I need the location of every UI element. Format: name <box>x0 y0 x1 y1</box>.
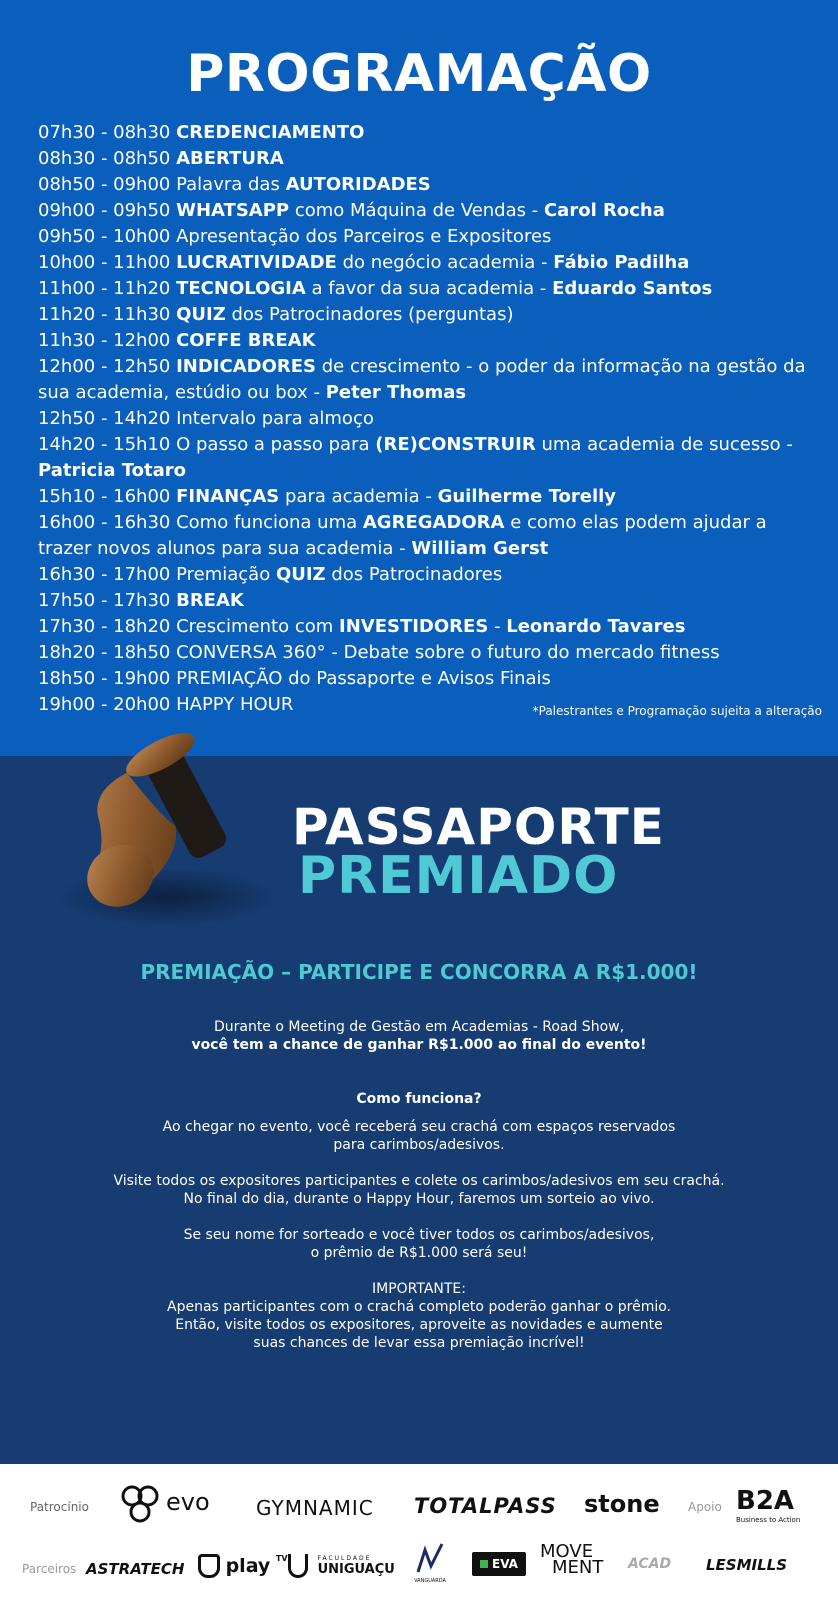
movement-logo <box>540 1541 604 1578</box>
parceiros-row <box>0 1542 838 1592</box>
schedule-item-text: para academia - <box>279 486 438 507</box>
schedule-item-time-text: 17h50 - 17h30 <box>38 590 177 611</box>
schedule-item <box>38 614 824 640</box>
schedule-item <box>38 562 824 588</box>
schedule-item <box>38 224 824 250</box>
schedule-item-highlight: AUTORIDADES <box>285 174 431 195</box>
schedule-item-time-text: 18h50 - 19h00 PREMIAÇÃO do Passaporte e Avisos Finais <box>38 668 551 689</box>
important-title: IMPORTANTE: <box>371 1281 466 1297</box>
schedule-item-text: como Máquina de Vendas - <box>289 200 544 221</box>
schedule-item-speaker: Patricia Totaro <box>38 460 187 481</box>
schedule-item <box>38 484 824 510</box>
uniguacu-faculdade: FACULDADE <box>317 1555 372 1562</box>
schedule-item <box>38 120 824 146</box>
schedule-item-time-text: 11h30 - 12h00 <box>38 330 177 351</box>
schedule-item-text: a favor da sua academia - <box>305 278 553 299</box>
schedule-item-speaker: Peter Thomas <box>325 382 467 403</box>
uniguacu-u-icon <box>288 1554 308 1578</box>
eva-icon <box>480 1560 488 1568</box>
schedule-item-time-text: 08h50 - 09h00 Palavra das <box>38 174 286 195</box>
schedule-item-time-text: 12h50 - 14h20 Intervalo para almoço <box>38 408 374 429</box>
how-title: Como funciona? <box>356 1091 482 1107</box>
schedule-item-time-text: 17h30 - 18h20 Crescimento com <box>38 616 339 637</box>
vanguarda-text: VANGUARDA <box>414 1578 446 1584</box>
schedule-item-time-text: 09h00 - 09h50 <box>38 200 177 221</box>
uplay-logo <box>198 1554 288 1578</box>
vanguarda-mark-icon <box>415 1542 445 1576</box>
parceiros-label: Parceiros <box>22 1562 77 1576</box>
astratech-logo: ASTRATECH <box>86 1560 185 1578</box>
schedule-item-time-text: 11h00 - 11h20 <box>38 278 177 299</box>
schedule-list <box>38 120 824 718</box>
schedule-item-text: - <box>488 616 507 637</box>
vanguarda-logo <box>408 1542 452 1584</box>
schedule-item-time-text: 19h00 - 20h00 HAPPY HOUR <box>38 694 294 715</box>
step2-line-2: No final do dia, durante o Happy Hour, faremos um sorteio ao vivo. <box>183 1191 655 1207</box>
b2a-logo: B2A <box>736 1486 795 1516</box>
step3-line-2: o prêmio de R$1.000 será seu! <box>310 1245 528 1261</box>
schedule-item-time-text: 09h50 - 10h00 Apresentação dos Parceiros e Expositores <box>38 226 552 247</box>
wooden-stamp-icon <box>52 722 272 932</box>
schedule-note: *Palestrantes e Programação sujeita a alteração <box>532 704 822 718</box>
evo-logo <box>118 1482 210 1534</box>
schedule-item-time-text: 16h30 - 17h00 Premiação <box>38 564 276 585</box>
schedule-item-highlight: COFFE BREAK <box>176 330 316 351</box>
step2-line-1: Visite todos os expositores participantes e colete os carimbos/adesivos em seu crachá. <box>113 1173 725 1189</box>
eva-text: EVA <box>492 1557 518 1571</box>
schedule-item <box>38 354 824 406</box>
patrocinio-label: Patrocínio <box>30 1500 89 1514</box>
prize-info <box>60 1018 778 1352</box>
schedule-item <box>38 146 824 172</box>
schedule-item-highlight: INVESTIDORES <box>339 616 489 637</box>
prize-headline: PREMIAÇÃO – PARTICIPE E CONCORRA A R$1.000! <box>140 960 698 984</box>
movement-line-2: MENT <box>552 1557 604 1578</box>
schedule-item <box>38 510 824 562</box>
schedule-item-speaker: Eduardo Santos <box>552 278 713 299</box>
schedule-item-speaker: Leonardo Tavares <box>506 616 686 637</box>
schedule-item-time-text: 07h30 - 08h30 <box>38 122 177 143</box>
schedule-item <box>38 328 824 354</box>
schedule-item-time-text: 10h00 - 11h00 <box>38 252 177 273</box>
important-line-1: Apenas participantes com o crachá completo poderão ganhar o prêmio. <box>167 1299 671 1315</box>
passaporte-section <box>0 756 838 1464</box>
schedule-item <box>38 432 824 484</box>
schedule-item <box>38 588 824 614</box>
passaporte-title: PASSAPORTE <box>292 798 665 856</box>
schedule-item-highlight: LUCRATIVIDADE <box>176 252 337 273</box>
step1-line-2: para carimbos/adesivos. <box>333 1137 505 1153</box>
intro-line-2: você tem a chance de ganhar R$1.000 ao final do evento! <box>191 1037 647 1053</box>
schedule-item <box>38 406 824 432</box>
schedule-item <box>38 302 824 328</box>
schedule-item-highlight: BREAK <box>176 590 244 611</box>
schedule-item <box>38 666 824 692</box>
step3-line-1: Se seu nome for sorteado e você tiver todos os carimbos/adesivos, <box>183 1227 655 1243</box>
schedule-item-highlight: WHATSAPP <box>176 200 290 221</box>
uplay-tv-text: TV <box>275 1554 288 1563</box>
schedule-item-time-text: 14h20 - 15h10 O passo a passo para <box>38 434 376 455</box>
lesmills-logo: LESMILLS <box>706 1556 788 1574</box>
uplay-u-icon <box>198 1554 220 1578</box>
important-line-3: suas chances de levar essa premiação incrível! <box>253 1335 585 1351</box>
schedule-item-speaker: Fábio Padilha <box>553 252 690 273</box>
schedule-item-highlight: AGREGADORA <box>362 512 505 533</box>
schedule-item-time-text: 15h10 - 16h00 <box>38 486 177 507</box>
schedule-item <box>38 250 824 276</box>
schedule-item-text: dos Patrocinadores (perguntas) <box>225 304 514 325</box>
premiado-title: PREMIADO <box>298 846 619 906</box>
b2a-tagline: Business to Action <box>736 1516 801 1524</box>
schedule-item-highlight: ABERTURA <box>176 148 284 169</box>
schedule-item-time-text: 16h00 - 16h30 Como funciona uma <box>38 512 363 533</box>
schedule-item-highlight: (RE)CONSTRUIR <box>375 434 536 455</box>
schedule-item <box>38 276 824 302</box>
schedule-item-speaker: Guilherme Torelly <box>437 486 617 507</box>
schedule-item-time-text: 12h00 - 12h50 <box>38 356 177 377</box>
schedule-item <box>38 198 824 224</box>
uplay-text: play <box>225 1555 271 1577</box>
gymnamic-logo: GYMNAMIC <box>256 1496 374 1520</box>
step1-line-1: Ao chegar no evento, você receberá seu crachá com espaços reservados <box>162 1119 676 1135</box>
stone-logo: stone <box>584 1490 660 1518</box>
schedule-item-text: dos Patrocinadores <box>325 564 503 585</box>
schedule-item-time-text: 18h20 - 18h50 CONVERSA 360° - Debate sobre o futuro do mercado fitness <box>38 642 720 663</box>
schedule-item <box>38 172 824 198</box>
totalpass-logo: TOTALPASS <box>414 1494 557 1518</box>
patrocinio-row <box>0 1482 838 1532</box>
schedule-item-highlight: CREDENCIAMENTO <box>176 122 365 143</box>
sponsors-section <box>0 1464 838 1600</box>
schedule-item-text: do negócio academia - <box>336 252 554 273</box>
apoio-label: Apoio <box>688 1500 722 1514</box>
uniguacu-text: UNIGUAÇU <box>317 1562 395 1577</box>
schedule-item-highlight: TECNOLOGIA <box>176 278 306 299</box>
movement-line-1: MOVE <box>540 1541 594 1562</box>
schedule-item-highlight: QUIZ <box>275 564 326 585</box>
schedule-item-speaker: William Gerst <box>411 538 549 559</box>
uniguacu-logo <box>288 1554 395 1578</box>
intro-line-1: Durante o Meeting de Gestão em Academias - Road Show, <box>213 1019 625 1035</box>
schedule-item-highlight: INDICADORES <box>176 356 316 377</box>
schedule-item-text: uma academia de sucesso - <box>535 434 793 455</box>
programacao-title: PROGRAMAÇÃO <box>186 44 652 104</box>
schedule-item-highlight: FINANÇAS <box>176 486 280 507</box>
schedule-item-highlight: QUIZ <box>176 304 226 325</box>
schedule-item-time-text: 11h20 - 11h30 <box>38 304 177 325</box>
important-line-2: Então, visite todos os expositores, aproveite as novidades e aumente <box>175 1317 663 1333</box>
schedule-item-time-text: 08h30 - 08h50 <box>38 148 177 169</box>
programacao-section <box>0 0 838 756</box>
schedule-item <box>38 640 824 666</box>
schedule-item-text: de crescimento - o poder da informação na gestão da sua academia, estúdio ou box - <box>38 356 806 403</box>
acad-logo: ACAD <box>628 1556 672 1572</box>
eva-logo <box>472 1552 526 1576</box>
schedule-item-text: e como elas podem ajudar a trazer novos alunos para sua academia - <box>38 512 767 559</box>
schedule-item-speaker: Carol Rocha <box>543 200 665 221</box>
evo-mark-icon <box>118 1482 166 1530</box>
evo-text: evo <box>166 1488 210 1516</box>
